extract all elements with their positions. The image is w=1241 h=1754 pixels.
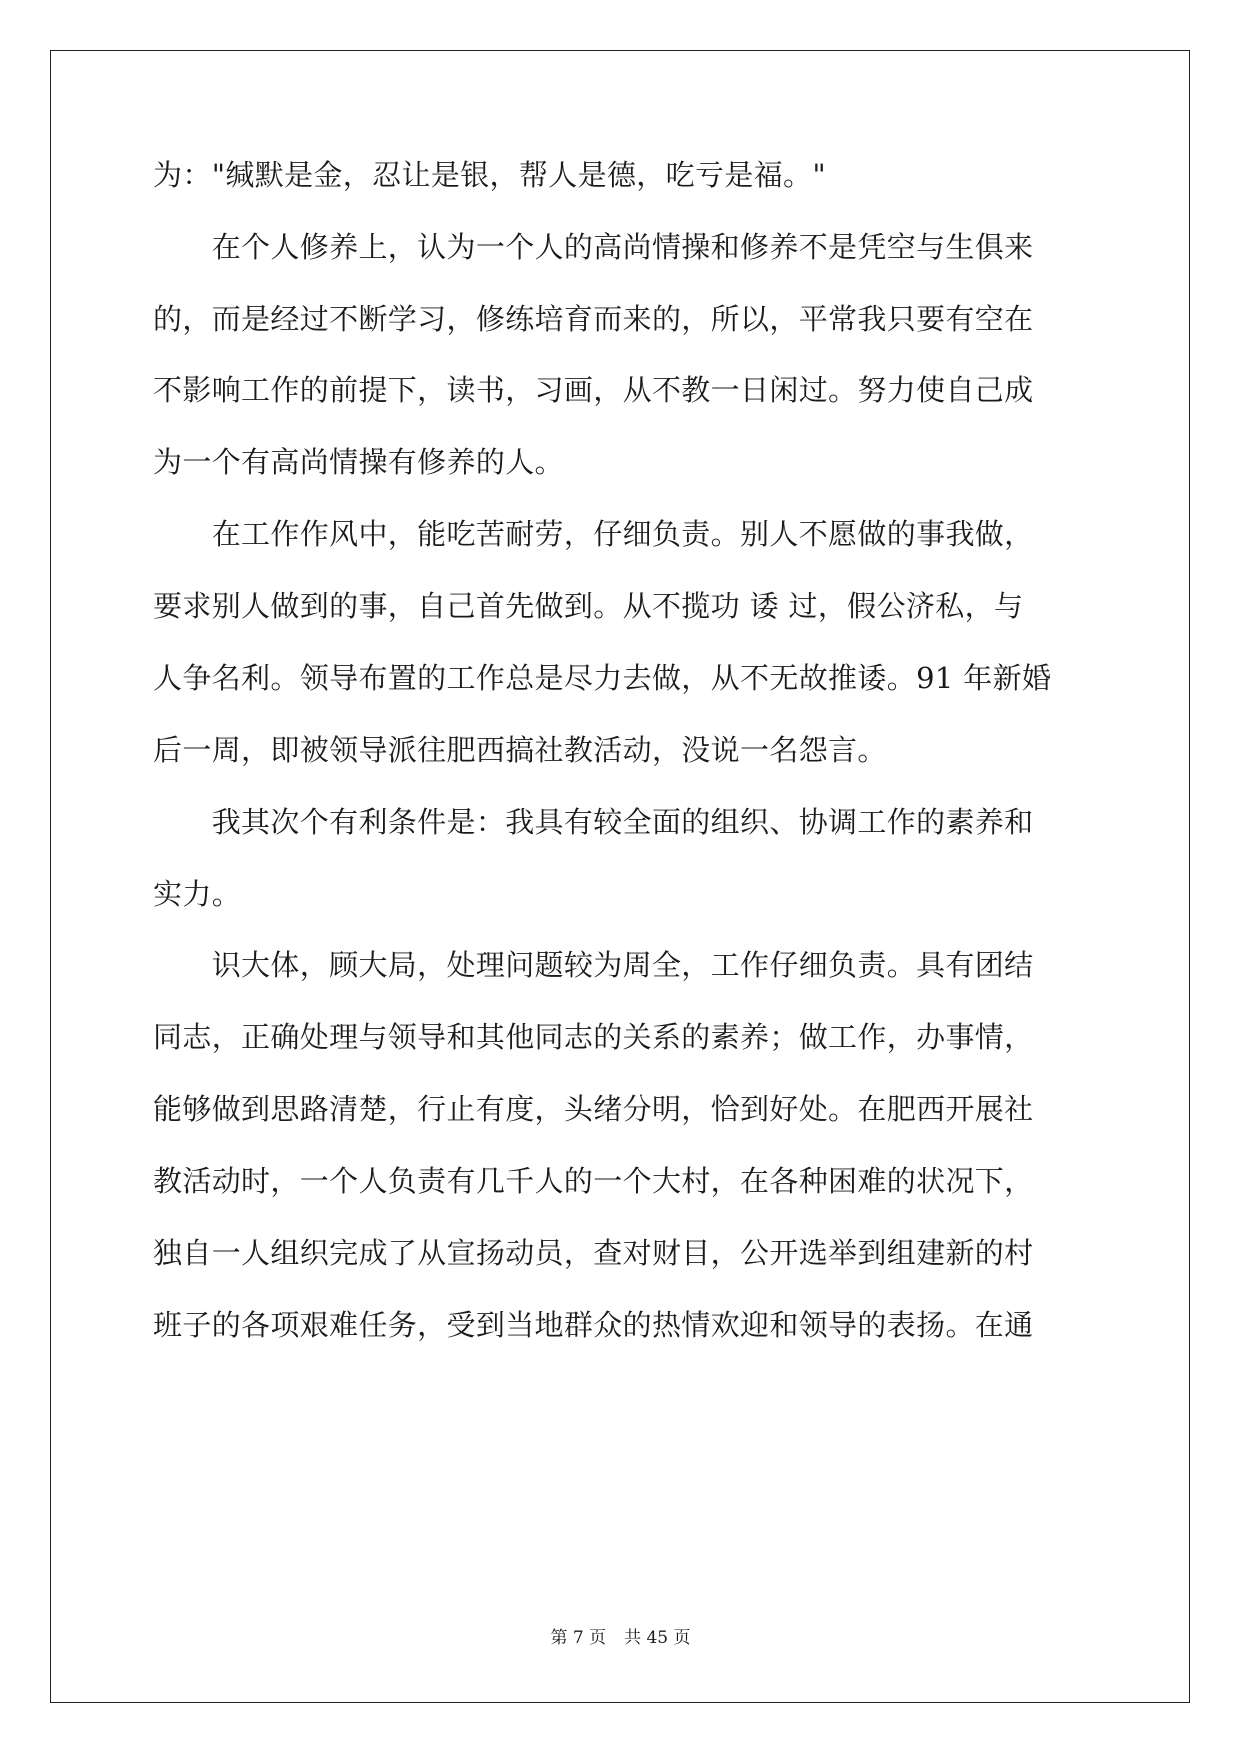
text-line: 我其次个有利条件是：我具有较全面的组织、协调工作的素养和 [153, 805, 1034, 839]
page-total: 共 45 页 [624, 1628, 691, 1648]
text-line: 要求别人做到的事，自己首先做到。从不揽功 诿 过，假公济私，与 [153, 589, 1024, 623]
text-line: 为一个有高尚情操有修养的人。 [153, 445, 564, 479]
text-line: 后一周，即被领导派往肥西搞社教活动，没说一名怨言。 [153, 733, 887, 767]
text-line: 教活动时，一个人负责有几千人的一个大村，在各种困难的状况下， [153, 1164, 1034, 1198]
text-line: 在工作作风中，能吃苦耐劳，仔细负责。别人不愿做的事我做， [153, 517, 1034, 551]
page-footer [0, 1627, 1241, 1649]
page-number: 第 7 页 [550, 1628, 607, 1648]
text-line: 能够做到思路清楚，行止有度，头绪分明，恰到好处。在肥西开展社 [153, 1092, 1034, 1126]
text-line: 实力。 [153, 877, 242, 911]
text-line: 班子的各项艰难任务，受到当地群众的热情欢迎和领导的表扬。在通 [153, 1308, 1034, 1342]
text-line: 不影响工作的前提下，读书，习画，从不教一日闲过。努力使自己成 [153, 373, 1034, 407]
text-line: 独自一人组织完成了从宣扬动员，查对财目，公开选举到组建新的村 [153, 1236, 1034, 1270]
text-line: 为："缄默是金，忍让是银，帮人是德，吃亏是福。" [153, 158, 827, 192]
text-line: 的，而是经过不断学习，修练培育而来的，所以，平常我只要有空在 [153, 302, 1034, 336]
text-line: 人争名利。领导布置的工作总是尽力去做，从不无故推诿。91 年新婚 [153, 661, 1052, 695]
text-line: 同志，正确处理与领导和其他同志的关系的素养；做工作，办事情， [153, 1020, 1034, 1054]
text-line: 识大体，顾大局，处理问题较为周全，工作仔细负责。具有团结 [153, 948, 1034, 982]
text-line: 在个人修养上，认为一个人的高尚情操和修养不是凭空与生俱来 [153, 230, 1034, 264]
